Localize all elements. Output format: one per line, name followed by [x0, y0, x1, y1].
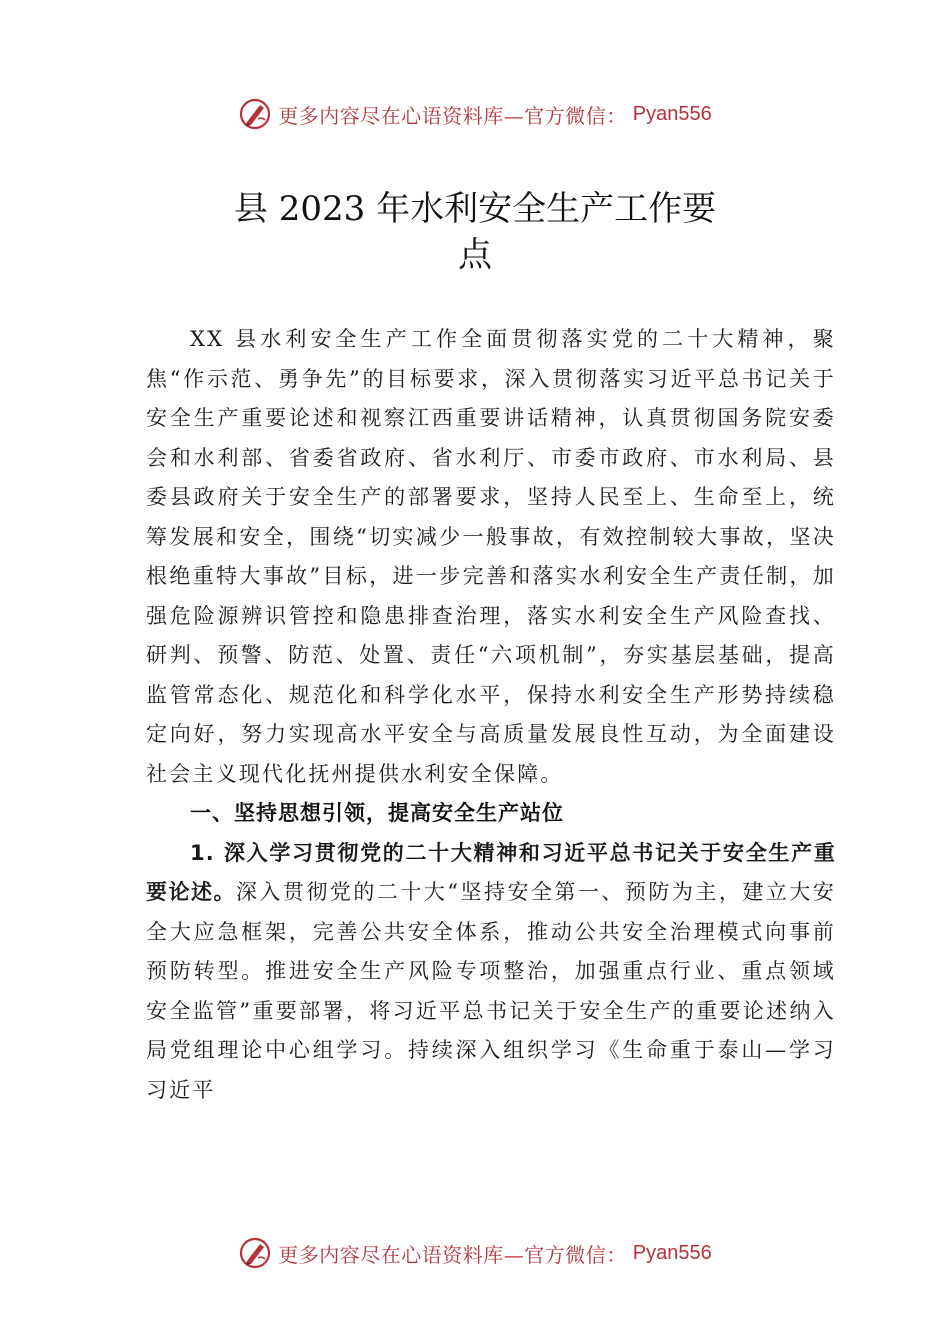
- watermark-account: Pyan556: [632, 1241, 712, 1264]
- section-heading-1: 一、坚持思想引领，提高安全生产站位: [190, 801, 564, 825]
- document-title-line2: 点: [458, 235, 492, 275]
- watermark-text: 更多内容尽在心语资料库—官方微信：: [278, 1242, 627, 1267]
- document-title-line1: 县 2023 年水利安全生产工作要: [233, 189, 717, 229]
- header-watermark: [0, 94, 950, 134]
- pen-logo-icon: [238, 97, 272, 131]
- pen-logo-icon: [238, 1236, 272, 1270]
- intro-paragraph: XX 县水利安全生产工作全面贯彻落实党的二十大精神，聚焦“作示范、勇争先”的目标要求，深入贯彻落实习近平总书记关于安全生产重要论述和视察江西重要讲话精神，认真贯彻国务院安委会和水利部、省委省政府、省水利厅、市委市政府、市水利局、县委县政府关于安全生产的部署要求，坚持人民至上、生命至上，统筹发展和安全，围绕“切实减少一般事故，有效控制较大事故，坚决根绝重特大事故”目标，进一步完善和落实水利安全生产责任制，加强危险源辨识管控和隐患排查治理，落实水利安全生产风险查找、研判、预警、防范、处置、责任“六项机制”，夯实基层基础，提高监管常态化、规范化和科学化水平，保持水利安全生产形势持续稳定向好，努力实现高水平安全与高质量发展良性互动，为全面建设社会主义现代化抚州提供水利安全保障。: [146, 327, 836, 786]
- item-1-bold-lead: 1. 深入学习贯彻党的二十大精神和习近平总书记关于安全生产重要论述。: [146, 840, 836, 904]
- document-body: [146, 320, 836, 1110]
- item-paragraph-1: [146, 834, 836, 1111]
- watermark-account: Pyan556: [632, 102, 712, 125]
- item-1-text: 深入贯彻党的二十大“坚持安全第一、预防为主，建立大安全大应急框架，完善公共安全体系，推动公共安全治理模式向事前预防转型。推进安全生产风险专项整治，加强重点行业、重点领域安全监管”重要部署，将习近平总书记关于安全生产的重要论述纳入局党组理论中心组学习。持续深入组织学习《生命重于泰山—学习习近平: [146, 880, 836, 1102]
- watermark-text: 更多内容尽在心语资料库—官方微信：: [278, 103, 627, 128]
- footer-watermark: [0, 1233, 950, 1273]
- document-title: [0, 186, 950, 278]
